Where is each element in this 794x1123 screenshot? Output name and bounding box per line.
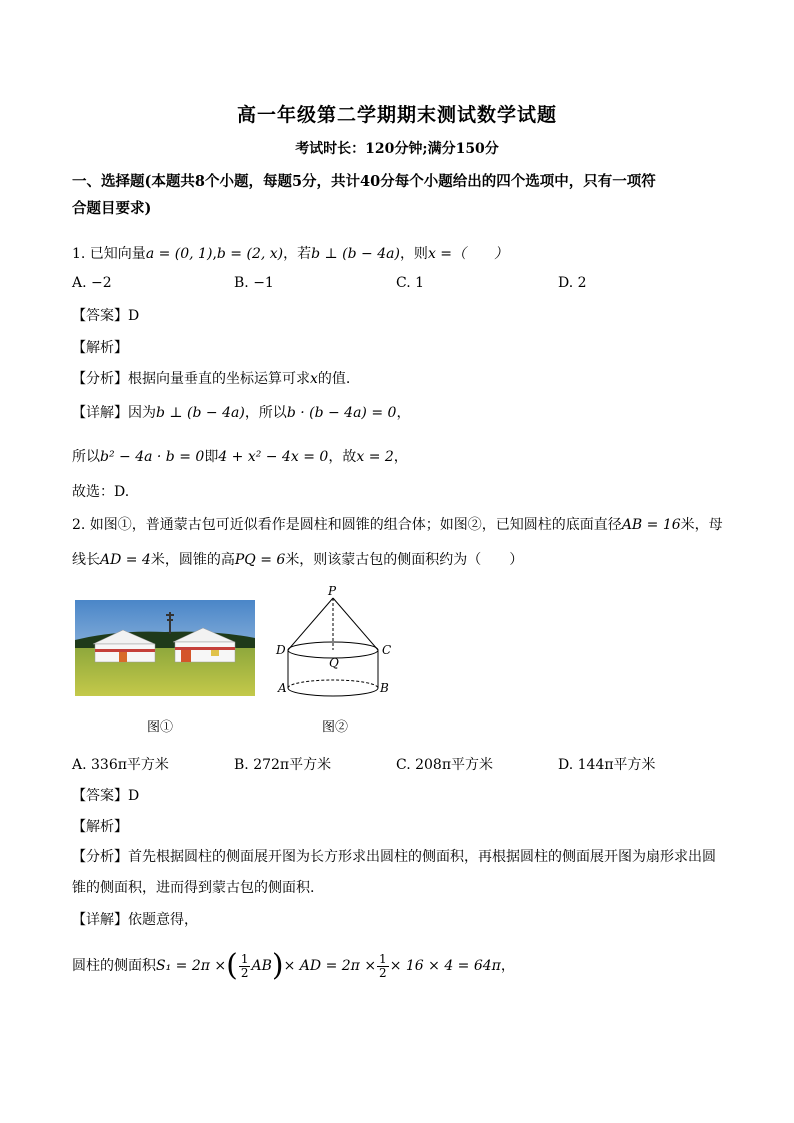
q1-analysis-text: 【分析】根据向量垂直的坐标运算可求 <box>72 371 310 387</box>
q2-detail-line2: 圆柱的侧面积S₁ = 2π ×( $\frac{1}{2}$ AB)× AD = 2π × $\frac{1}{2}$ × 16 × 4 = 64π， <box>72 948 515 983</box>
q1-detail-eq: b · (b − 4a) = 0 <box>286 405 397 421</box>
q2-detail-tail: ， <box>500 958 515 974</box>
q2-detail-rest1: × AD = 2π × <box>283 958 377 974</box>
label-b: B <box>380 681 389 695</box>
q1-detail-end: ， <box>396 405 411 421</box>
yurt-photo <box>75 600 255 696</box>
fig2-caption: 图② <box>322 720 349 735</box>
q2-frac-2: $\frac{1}{2}$ <box>379 951 387 980</box>
q2-analysis-label: 【解析】 <box>72 819 128 835</box>
q2-detail-prefix: 圆柱的侧面积 <box>72 958 156 974</box>
q1-detail-prefix: 【详解】因为 <box>72 405 156 421</box>
label-q: Q <box>329 656 339 670</box>
q2-stem-pq: PQ = 6 <box>234 552 286 568</box>
q1-analysis <box>72 369 732 389</box>
q2-option-c: C. 208π平方米 <box>396 757 494 773</box>
section-heading <box>72 168 732 222</box>
q2-detail-rest2: × 16 × 4 = 64π <box>389 958 501 974</box>
yurt-photo-image <box>75 600 255 696</box>
q2-stem-line1 <box>72 515 732 535</box>
label-c: C <box>382 643 392 657</box>
q1-vec-a: a = (0, 1) <box>145 246 213 262</box>
q1-line2-end: ，故 <box>328 449 357 465</box>
section-heading-line1: 一、选择题(本题共8个小题，每题5分，共计40分每个小题给出的四个选项中，只有一项符 <box>72 173 656 190</box>
exam-info: 考试时长：120分钟;满分150分 <box>295 141 499 157</box>
q1-detail <box>72 403 732 423</box>
q1-condition: b ⊥ (b − 4a) <box>311 246 400 262</box>
q1-line2-tail: ， <box>393 449 408 465</box>
q1-line2-result: x = 2 <box>356 449 394 465</box>
q1-line2-eq2: 4 + x² − 4x = 0 <box>218 449 329 465</box>
q2-detail-ab: AB <box>251 958 272 974</box>
q1-answer: 【答案】D <box>72 308 140 324</box>
q2-detail-line1: 【详解】依题意得， <box>72 912 198 928</box>
q2-option-b: B. 272π平方米 <box>234 757 332 773</box>
q1-stem: 1. 已知向量a = (0, 1),b = (2, x)，若b ⊥ (b − 4a)，则x =（ ） <box>72 246 509 262</box>
q2-option-d: D. 144π平方米 <box>558 757 656 773</box>
q1-analysis-var: x <box>310 371 318 387</box>
q2-stem-ad: AD = 4 <box>100 552 151 568</box>
q1-option-b: B. −1 <box>234 275 274 291</box>
page-title: 高一年级第二学期期末测试数学试题 <box>236 104 557 126</box>
q1-vec-b: b = (2, x) <box>216 246 284 262</box>
q2-stem-text5: 米，则该蒙古包的侧面积约为（ ） <box>285 552 524 568</box>
q1-option-a: A. −2 <box>72 275 112 291</box>
q1-if: ，若 <box>283 246 312 262</box>
q2-stem-text2: 米，母 <box>680 517 723 533</box>
fig1-caption: 图① <box>147 720 174 735</box>
q1-stem-prefix: 1. 已知向量 <box>72 246 146 262</box>
section-heading-line2: 合题目要求) <box>72 200 152 217</box>
q2-detail-s1: S₁ = 2π × <box>156 958 227 974</box>
q2-analysis-line1: 【分析】首先根据圆柱的侧面展开图为长方形求出圆柱的侧面积，再根据圆柱的侧面展开图为扇形求出圆 <box>72 849 716 865</box>
cylinder-cone-diagram <box>270 585 400 710</box>
q1-analysis-end: 的值. <box>317 371 351 387</box>
label-p: P <box>328 585 337 598</box>
q2-frac-1: $\frac{1}{2}$ <box>240 951 249 980</box>
q1-line2-mid: 即 <box>204 449 219 465</box>
q1-line2-eq: b² − 4a · b = 0 <box>100 449 205 465</box>
q1-ask: x =（ ） <box>427 246 509 262</box>
label-a: A <box>278 681 287 695</box>
q1-option-d: D. 2 <box>558 275 587 291</box>
q1-option-c: C. 1 <box>396 275 425 291</box>
q1-line2-prefix: 所以 <box>72 449 100 465</box>
label-d: D <box>276 643 286 657</box>
q2-analysis-line2: 锥的侧面积，进而得到蒙古包的侧面积. <box>72 880 315 896</box>
q1-detail-mid: ，所以 <box>244 405 287 421</box>
q1-then: ，则 <box>399 246 428 262</box>
q1-detail-cond: b ⊥ (b − 4a) <box>156 405 245 421</box>
q2-stem-text1: 2. 如图①，普通蒙古包可近似看作是圆柱和圆锥的组合体；如图②，已知圆柱的底面直径 <box>72 517 622 533</box>
q1-analysis-label: 【解析】 <box>72 340 128 356</box>
q1-detail-line2 <box>72 447 732 467</box>
q2-option-a: A. 336π平方米 <box>72 757 169 773</box>
q2-stem-line2 <box>72 550 732 570</box>
q2-stem-ab: AB = 16 <box>621 517 681 533</box>
q2-stem-text4: 米，圆锥的高 <box>150 552 235 568</box>
q2-answer: 【答案】D <box>72 788 140 804</box>
q1-choice: 故选：D. <box>72 484 130 500</box>
q2-stem-text3: 线长 <box>72 552 100 568</box>
